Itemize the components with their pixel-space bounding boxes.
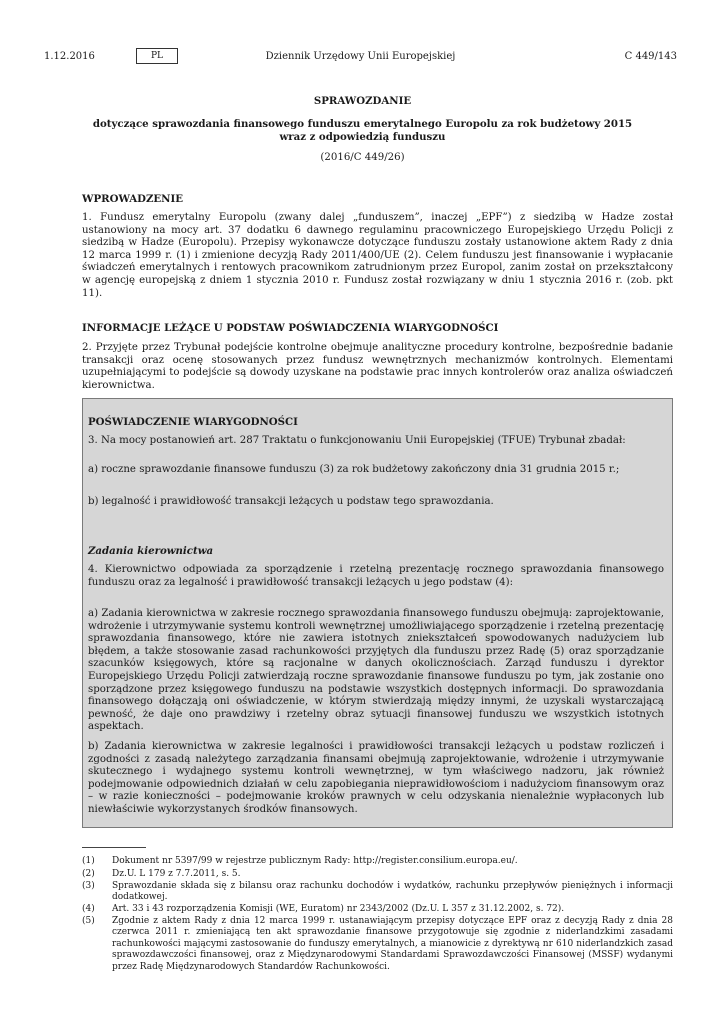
document-subtitle-line-1: dotyczące sprawozdania finansowego funduszu emerytalnego Europolu za rok budżetowy 2015 — [92, 118, 633, 130]
box-heading-assurance: POŚWIADCZENIE WIARYGODNOŚCI — [88, 416, 298, 428]
paragraph-1: 1. Fundusz emerytalny Europolu (zwany dalej „funduszem”, inaczej „EPF”) z siedzibą w Hadze został ustanowiony na mocy art. 37 dodatku 6 dawnego regulaminu pracowniczego Europejskiego Urzędu Policji z siedzibą w Hadze (Europolu). Przepisy wykonawcze dotyczące funduszu zostały ustanowione aktem Rady z dnia 12 marca 1999 r. (1) i zmienione decyzją Rady 2011/400/UE (2). Celem funduszu jest finansowanie i wypłacanie świadczeń emerytalnych i rentowych pracownikom zatrudnionym przez Europol, zanim został on przekształcony w agencję europejską z dniem 1 stycznia 2010 r. Fundusz został rozwiązany w dniu 1 stycznia 2016 r. (zob. pkt 11). — [82, 212, 673, 299]
issue-date: 1.12.2016 — [44, 51, 95, 62]
item-a-financial-statements: a) roczne sprawozdanie finansowe funduszu (3) za rok budżetowy zakończony dnia 31 grudnia 2015 r.; — [88, 464, 620, 475]
footnote-text: Art. 33 i 43 rozporządzenia Komisji (WE, Euratom) nr 2343/2002 (Dz.U. L 357 z 31.12.2002, s. 72). — [112, 904, 565, 914]
document-subtitle-line-2: wraz z odpowiedzią funduszu — [279, 131, 446, 143]
footnote-marker: (3) — [82, 881, 95, 891]
page-header — [44, 51, 677, 65]
page-number: C 449/143 — [624, 51, 677, 62]
footnote-marker: (4) — [82, 904, 95, 914]
box-heading-management: Zadania kierownictwa — [88, 545, 214, 557]
paragraph-3: 3. Na mocy postanowień art. 287 Traktatu o funkcjonowaniu Unii Europejskiej (TFUE) Trybunał zbadał: — [88, 435, 626, 446]
management-item-b: b) Zadania kierownictwa w zakresie legalności i prawidłowości transakcji leżących u podstaw rozliczeń i zgodności z zasadą należytego zarządzania finansami obejmują zaprojektowanie, wdrożenie i utrzymywanie skutecznego i wydajnego systemu kontroli wewnętrznej, w tym właściwego nadzoru, jak również podejmowanie odpowiednich działań w celu zapobiegania nieprawidłowościom i nadużyciom finansowym oraz – w razie konieczności – podejmowanie kroków prawnych w celu odzyskania nienależnie wypłaconych lub niewłaściwie wykorzystanych środków finansowych. — [88, 741, 664, 815]
footnote-marker: (5) — [82, 916, 95, 926]
paragraph-4: 4. Kierownictwo odpowiada za sporządzenie i rzetelną prezentację rocznego sprawozdania finansowego funduszu oraz za legalność i prawidłowość transakcji leżących u jego podstaw (4): — [88, 564, 664, 588]
footnote-text: Sprawozdanie składa się z bilansu oraz rachunku dochodów i wydatków, rachunku przepływów pieniężnych i informacji dodatkowej. — [112, 881, 673, 903]
document-title: SPRAWOZDANIE — [313, 95, 412, 107]
section-heading-basis: INFORMACJE LEŻĄCE U PODSTAW POŚWIADCZENIA WIARYGODNOŚCI — [82, 322, 499, 334]
footnote-text: Dz.U. L 179 z 7.7.2011, s. 5. — [112, 869, 241, 879]
language-badge: PL — [136, 48, 178, 64]
footnote-text: Dokument nr 5397/99 w rejestrze publicznym Rady: http://register.consilium.europa.eu/. — [112, 856, 518, 866]
section-heading-introduction: WPROWADZENIE — [82, 193, 184, 205]
journal-title: Dziennik Urzędowy Unii Europejskiej — [265, 51, 456, 62]
footnote-separator — [82, 847, 146, 848]
item-b-legality: b) legalność i prawidłowość transakcji leżących u podstaw tego sprawozdania. — [88, 496, 494, 507]
paragraph-2: 2. Przyjęte przez Trybunał podejście kontrolne obejmuje analityczne procedury kontrolne, bezpośrednie badanie transakcji oraz ocenę stosowanych przez fundusz wewnętrznych mechanizmów kontrolnych. Elementami uzupełniającymi to podejście są dowody uzyskane na podstawie prac innych kontrolerów oraz analiza oświadczeń kierownictwa. — [82, 342, 673, 391]
footnote-marker: (1) — [82, 856, 95, 866]
document-reference: (2016/C 449/26) — [320, 152, 405, 163]
footnote-marker: (2) — [82, 869, 95, 879]
management-item-a: a) Zadania kierownictwa w zakresie rocznego sprawozdania finansowego funduszu obejmują: zaprojektowanie, wdrożenie i utrzymywanie systemu kontroli wewnętrznej umożliwiającego sporządzenie i rzetelną prezentację sprawozdania finansowego, które nie zawiera istotnych zniekształceń spowodowanych nadużyciem lub błędem, a także stosowanie zasad rachunkowości przyjętych dla funduszu przez Radę (5) oraz sporządzanie szacunków księgowych, które są racjonalne w danych okolicznościach. Zarząd funduszu i dyrektor Europejskiego Urzędu Policji zatwierdzają roczne sprawozdanie finansowe funduszu po tym, jak zostanie ono sporządzone przez księgowego funduszu na podstawie wszystkich dostępnych informacji. Do sprawozdania finansowego dołączają oni oświadczenie, w którym stwierdzają między innymi, że uzyskali wystarczającą pewność, że daje ono prawdziwy i rzetelny obraz sytuacji finansowej funduszu we wszystkich istotnych aspektach. — [88, 608, 664, 733]
footnote-text: Zgodnie z aktem Rady z dnia 12 marca 1999 r. ustanawiającym przepisy dotyczące EPF oraz z decyzją Rady z dnia 28 czerwca 2011 r. zmieniającą ten akt sprawozdanie finansowe przygotowuje się zgodnie z niderlandzkimi zasadami rachunkowości mającymi zastosowanie do funduszy emerytalnych, a mianowicie z dyrektywą nr 610 niderlandzkich zasad sprawozdawczości finansowej, oraz z Międzynarodowymi Standardami Sprawozdawczości Finansowej (MSSF) wydanymi przez Radę Międzynarodowych Standardów Rachunkowości. — [112, 916, 673, 972]
